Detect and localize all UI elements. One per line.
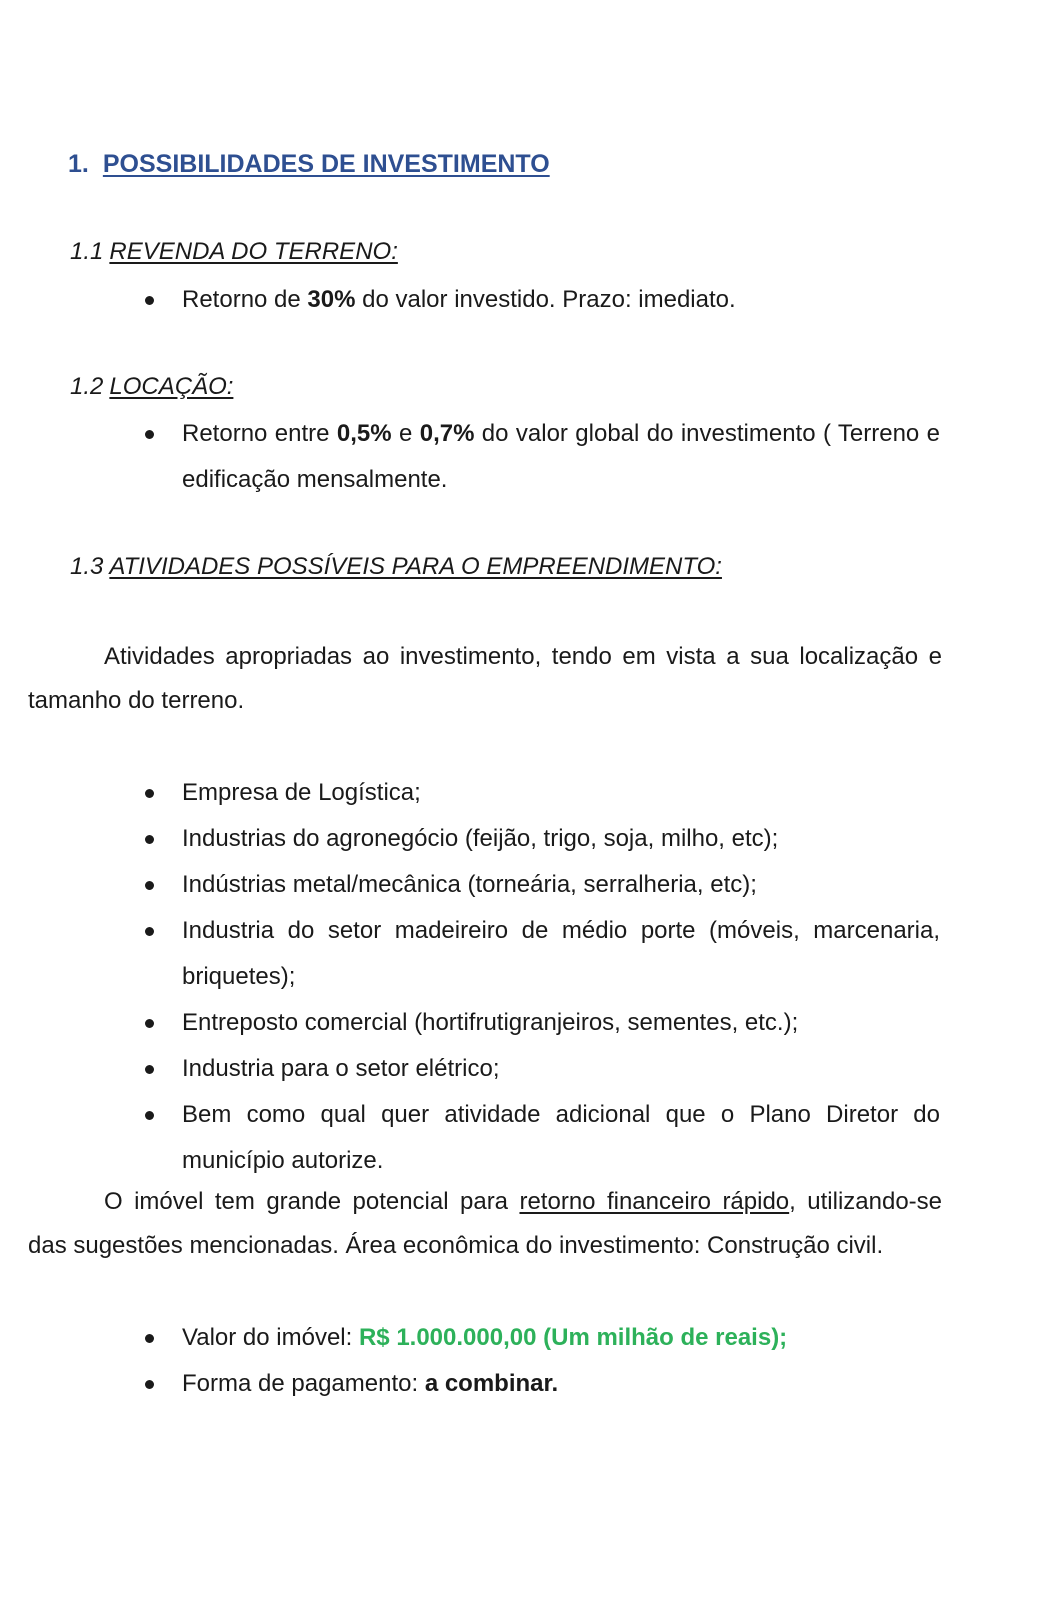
subheading-title: REVENDA DO TERRENO: bbox=[109, 238, 398, 265]
subheading-number: 1.1 bbox=[70, 238, 104, 265]
closing-paragraph: O imóvel tem grande potencial para retorno financeiro rápido, utilizando-se das sugestões mencionadas. Área econômica do investimento: Construção civil. bbox=[28, 1188, 942, 1259]
price-value: R$ 1.000.000,00 (Um milhão de reais); bbox=[358, 1324, 788, 1351]
subheading-1-1 bbox=[70, 238, 398, 266]
rental-list bbox=[0, 411, 940, 503]
intro-paragraph: Atividades apropriadas ao investimento, tendo em vista a sua localização e tamanho do terreno. bbox=[28, 643, 942, 714]
underlined-phrase: retorno financeiro rápido bbox=[519, 1188, 790, 1215]
resale-list bbox=[0, 277, 940, 323]
list-item: Indústrias metal/mecânica (torneária, serralheria, etc); bbox=[0, 862, 940, 908]
subheading-1-2 bbox=[70, 373, 233, 401]
subheading-1-3 bbox=[70, 553, 722, 581]
heading-title: POSSIBILIDADES DE INVESTIMENTO bbox=[102, 150, 550, 178]
list-item: Retorno entre 0,5% e 0,7% do valor global do investimento ( Terreno e edificação mensalmente. bbox=[0, 411, 940, 503]
list-item: Industrias do agronegócio (feijão, trigo, soja, milho, etc); bbox=[0, 816, 940, 862]
payment-item: Forma de pagamento: a combinar. bbox=[0, 1361, 940, 1407]
activities-list bbox=[0, 770, 940, 1184]
subheading-title: ATIVIDADES POSSÍVEIS PARA O EMPREENDIMENTO: bbox=[109, 553, 722, 580]
price-list bbox=[0, 1315, 940, 1407]
list-item: Industria do setor madeireiro de médio porte (móveis, marcenaria, briquetes); bbox=[0, 908, 940, 1000]
payment-value: a combinar. bbox=[424, 1370, 559, 1397]
heading-number: 1. bbox=[68, 150, 89, 178]
list-item: Entreposto comercial (hortifrutigranjeiros, sementes, etc.); bbox=[0, 1000, 940, 1046]
section-heading bbox=[68, 150, 550, 179]
list-item: Empresa de Logística; bbox=[0, 770, 940, 816]
list-item: Retorno de 30% do valor investido. Prazo: imediato. bbox=[0, 277, 940, 323]
list-item: Industria para o setor elétrico; bbox=[0, 1046, 940, 1092]
list-item: Bem como qual quer atividade adicional que o Plano Diretor do município autorize. bbox=[0, 1092, 940, 1184]
subheading-number: 1.2 bbox=[70, 373, 104, 400]
subheading-title: LOCAÇÃO: bbox=[109, 373, 234, 400]
price-item: Valor do imóvel: R$ 1.000.000,00 (Um milhão de reais); bbox=[0, 1315, 940, 1361]
subheading-number: 1.3 bbox=[70, 553, 104, 580]
